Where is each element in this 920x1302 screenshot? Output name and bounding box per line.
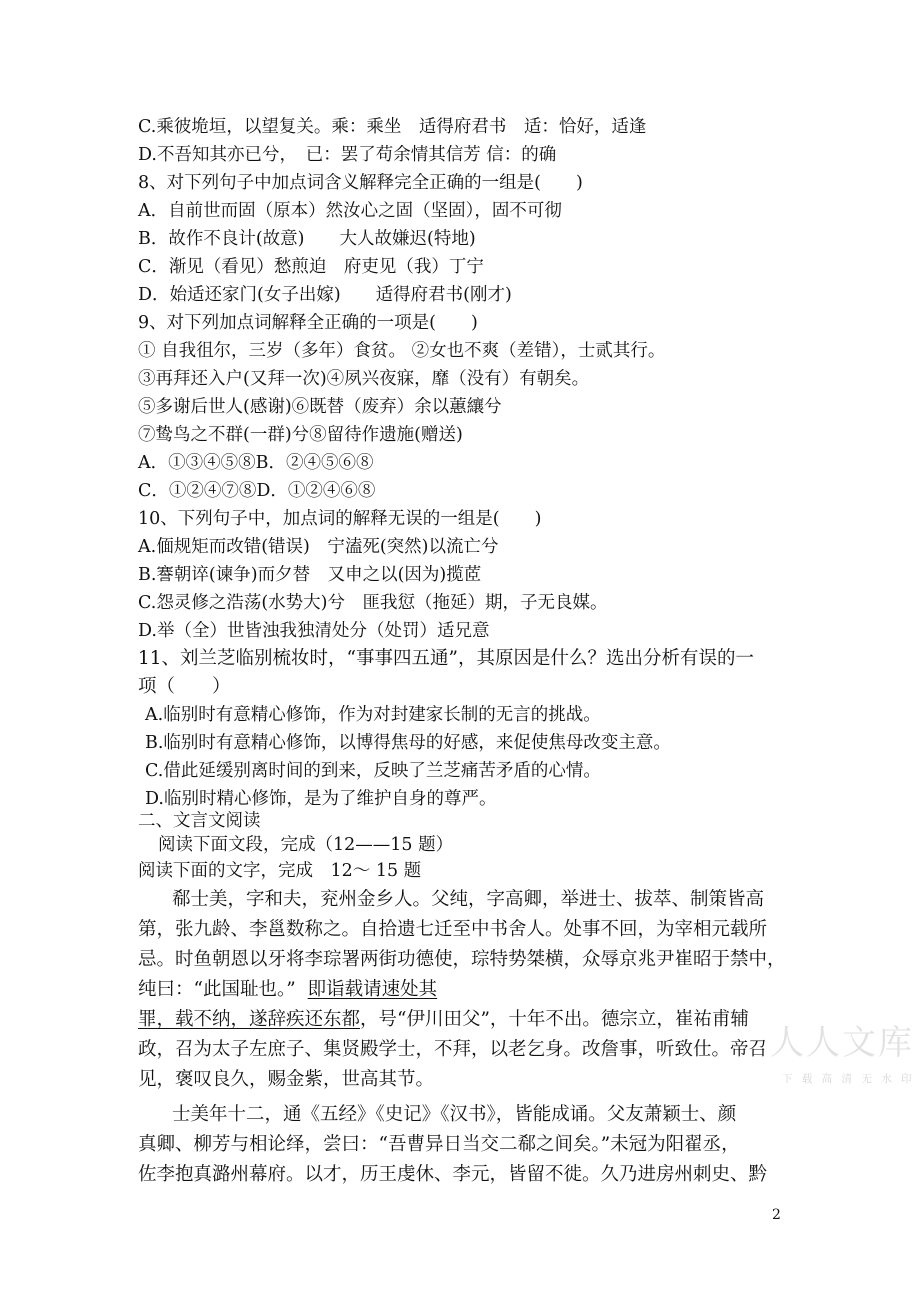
passage-line: 第，张九龄、李邕数称之。自拾遗七迁至中书舍人。处事不回，为宰相元载所 <box>138 919 768 940</box>
passage-line: 佐李抱真潞州幕府。以才，历王虔休、李元，皆留不徙。久乃进房州刺史、黔 <box>138 1164 768 1185</box>
passage-line: 士美年十二，通《五经》《史记》《汉书》，皆能成诵。父友萧颖士、颜 <box>172 1104 737 1125</box>
section-heading: 二、文言文阅读 <box>138 811 261 831</box>
question-8: 8、对下列句子中加点词含义解释完全正确的一组是( ) <box>138 173 583 193</box>
question-10: 10、下列句子中，加点词的解释无误的一组是( ) <box>138 509 542 529</box>
reading-instruction: 阅读下面文段，完成（12——15 题） <box>158 835 454 855</box>
passage-line: 政，召为太子左庶子、集贤殿学士，不拜，以老乞身。改詹事，听致仕。帝召 <box>138 1039 768 1060</box>
option-d: D.临别时精心修饰，是为了维护自身的尊严。 <box>145 789 497 809</box>
watermark-logo: 人人文库 <box>770 1023 914 1063</box>
option-b: B.謇朝谇(谏争)而夕替 又申之以(因为)揽茝 <box>138 565 482 585</box>
option-ab: A．①③④⑤⑧B．②④⑤⑥⑧ <box>138 453 374 473</box>
text-line: 项（ ） <box>138 676 231 697</box>
text-line: ⑦鸷鸟之不群(一群)兮⑧留待作遗施(赠送) <box>138 425 463 445</box>
option-a: A．自前世而固（原本）然汝心之固（坚固），固不可彻 <box>138 201 562 221</box>
option-a: A.临别时有意精心修饰，作为对封建家长制的无言的挑战。 <box>145 705 601 725</box>
text-line: C.乘彼垝垣，以望复关。乘：乘坐 适得府君书 适：恰好，适逢 <box>138 117 647 137</box>
option-a: A.偭规矩而改错(错误) 宁溘死(突然)以流亡兮 <box>138 537 499 557</box>
watermark-caption: 下 载 高 清 无 水 印 <box>782 1073 915 1085</box>
passage-line <box>138 978 437 1002</box>
passage-line: 忌。时鱼朝恩以牙将李琮署两街功德使，琮特势桀横，众辱京兆尹崔昭于禁中， <box>138 949 786 970</box>
question-11: 11、刘兰芝临别梳妆时，“事事四五通”，其原因是什么？选出分析有误的一 <box>138 648 754 669</box>
passage-text: ，号“伊川田父”，十年不出。德宗立，崔祐甫辅 <box>360 1009 749 1030</box>
option-c: C．渐见（看见）愁煎迫 府吏见（我）丁宁 <box>138 257 484 277</box>
passage-text: 纯曰：“此国耻也。” <box>138 979 296 1000</box>
passage-line: 见，褒叹良久，赐金紫，世高其节。 <box>138 1069 435 1090</box>
passage-line: 郗士美，字和夫，兖州金乡人。父纯，字高卿，举进士、拔萃、制策皆高 <box>172 889 765 910</box>
text-line: D.不吾知其亦已兮， 已：罢了苟余情其信芳 信：的确 <box>138 145 557 165</box>
page-number: 2 <box>772 1207 781 1223</box>
option-cd: C．①②④⑦⑧D．①②④⑥⑧ <box>138 481 376 501</box>
option-d: D.举（全）世皆浊我独清处分（处罚）适兄意 <box>138 621 490 641</box>
underlined-sentence: 罪，载不纳，遂辞疾还东都 <box>138 1009 361 1030</box>
underlined-sentence: 即诣载请速处其 <box>307 979 438 1000</box>
reading-instruction: 阅读下面的文字，完成 12～ 15 题 <box>138 861 422 881</box>
text-line: ① 自我徂尔，三岁（多年）食贫。 ②女也不爽（差错），士贰其行。 <box>138 341 666 361</box>
passage-line: 真卿、柳芳与相论绎，尝曰：“吾曹异日当交二郗之间矣。”未冠为阳翟丞， <box>138 1134 740 1155</box>
option-b: B.临别时有意精心修饰，以博得焦母的好感，来促使焦母改变主意。 <box>145 733 671 753</box>
passage-line <box>138 1008 749 1032</box>
option-c: C.借此延缓别离时间的到来，反映了兰芝痛苦矛盾的心情。 <box>145 761 601 781</box>
text-line: ③再拜还入户(又拜一次)④夙兴夜寐，靡（没有）有朝矣。 <box>138 369 590 389</box>
option-b: B．故作不良计(故意) 大人故嫌迟(特地) <box>138 229 476 249</box>
option-c: C.怨灵修之浩荡(水势大)兮 匪我愆（拖延）期，子无良媒。 <box>138 593 608 613</box>
option-d: D．始适还家门(女子出嫁) 适得府君书(刚才) <box>138 285 512 305</box>
question-9: 9、对下列加点词解释全正确的一项是( ) <box>138 313 478 333</box>
text-line: ⑤多谢后世人(感谢)⑥既替（废弃）余以蕙纕兮 <box>138 397 502 417</box>
